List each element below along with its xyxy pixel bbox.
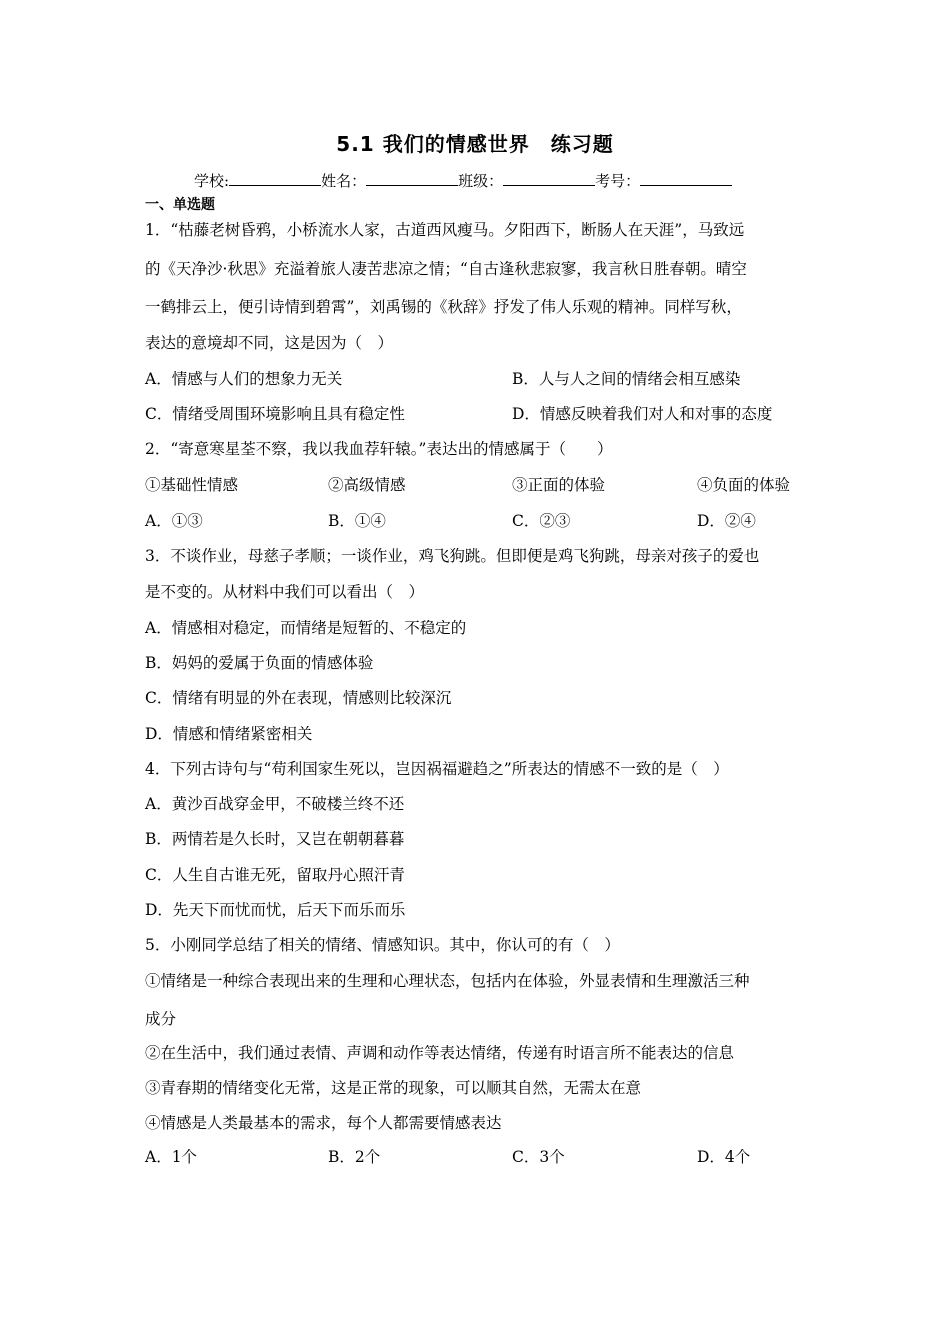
q5-item-2: ②在生活中，我们通过表情、声调和动作等表达情绪，传递有时语言所不能表达的信息: [145, 1044, 735, 1062]
class-blank: [503, 171, 595, 186]
q3-stem-line: 3．不谈作业，母慈子孝顺；一谈作业，鸡飞狗跳。但即便是鸡飞狗跳，母亲对孩子的爱也: [145, 547, 760, 565]
school-blank: [229, 171, 321, 186]
q3-option-d: D．情感和情绪紧密相关: [145, 725, 313, 743]
q5-option-b: B．2个: [328, 1148, 381, 1166]
q5-option-c: C．3个: [512, 1148, 565, 1166]
q4-option-c: C．人生自古谁无死，留取丹心照汗青: [145, 866, 405, 884]
q5-option-d: D．4个: [697, 1148, 751, 1166]
name-label: 姓名：: [321, 172, 367, 190]
q4-stem: 4．下列古诗句与“苟利国家生死以，岂因祸福避趋之”所表达的情感不一致的是（ ）: [145, 760, 729, 778]
q5-item-1: ①情绪是一种综合表现出来的生理和心理状态，包括内在体验，外显表情和生理激活三种: [145, 972, 750, 990]
q1-stem-line: 1．“枯藤老树昏鸦，小桥流水人家，古道西风瘦马。夕阳西下，断肠人在天涯”，马致远: [145, 221, 745, 239]
q2-item-2: ②高级情感: [328, 476, 406, 494]
q5-item-1-cont: 成分: [145, 1010, 177, 1028]
q5-stem: 5．小刚同学总结了相关的情绪、情感知识。其中，你认可的有（ ）: [145, 936, 620, 954]
exam-no-label: 考号：: [595, 172, 641, 190]
q2-item-3: ③正面的体验: [512, 476, 606, 494]
page-title: 5.1 我们的情感世界 练习题: [336, 132, 614, 156]
q4-option-a: A．黄沙百战穿金甲，不破楼兰终不还: [145, 795, 405, 813]
q4-option-b: B．两情若是久长时，又岂在朝朝暮暮: [145, 830, 405, 848]
q1-stem-line: 的《天净沙·秋思》充溢着旅人凄苦悲凉之情；“自古逢秋悲寂寥，我言秋日胜春朝。晴空: [145, 260, 747, 278]
q2-option-a: A．①③: [145, 512, 203, 530]
q3-option-c: C．情绪有明显的外在表现，情感则比较深沉: [145, 689, 452, 707]
q1-option-b: B．人与人之间的情绪会相互感染: [512, 370, 741, 388]
section-heading: 一、单选题: [145, 197, 215, 213]
q3-option-b: B．妈妈的爱属于负面的情感体验: [145, 654, 374, 672]
q3-option-a: A．情感相对稳定，而情绪是短暂的、不稳定的: [145, 619, 467, 637]
q2-option-c: C．②③: [512, 512, 571, 530]
q1-option-a: A．情感与人们的想象力无关: [145, 370, 343, 388]
q2-option-b: B．①④: [328, 512, 386, 530]
q1-stem-line: 一鹤排云上，便引诗情到碧霄”，刘禹锡的《秋辞》抒发了伟人乐观的精神。同样写秋，: [145, 298, 742, 316]
name-blank: [366, 171, 458, 186]
exam-no-blank: [640, 171, 732, 186]
q2-item-1: ①基础性情感: [145, 476, 239, 494]
q1-option-d: D．情感反映着我们对人和对事的态度: [512, 405, 773, 423]
q3-stem-line: 是不变的。从材料中我们可以看出（ ）: [145, 583, 425, 601]
student-info-line: [194, 170, 732, 191]
q2-stem: 2．“寄意寒星荃不察，我以我血荐轩辕。”表达出的情感属于（ ）: [145, 440, 613, 458]
q5-option-a: A．1个: [145, 1148, 198, 1166]
q2-item-4: ④负面的体验: [697, 476, 791, 494]
q4-option-d: D．先天下而忧而忧，后天下而乐而乐: [145, 901, 406, 919]
school-label: 学校:: [194, 172, 230, 190]
q1-stem-line: 表达的意境却不同，这是因为（ ）: [145, 334, 394, 352]
q5-item-4: ④情感是人类最基本的需求，每个人都需要情感表达: [145, 1114, 502, 1132]
q1-option-c: C．情绪受周围环境影响且具有稳定性: [145, 405, 405, 423]
q5-item-3: ③青春期的情绪变化无常，这是正常的现象，可以顺其自然，无需太在意: [145, 1079, 642, 1097]
q2-option-d: D．②④: [697, 512, 756, 530]
class-label: 班级：: [458, 172, 504, 190]
